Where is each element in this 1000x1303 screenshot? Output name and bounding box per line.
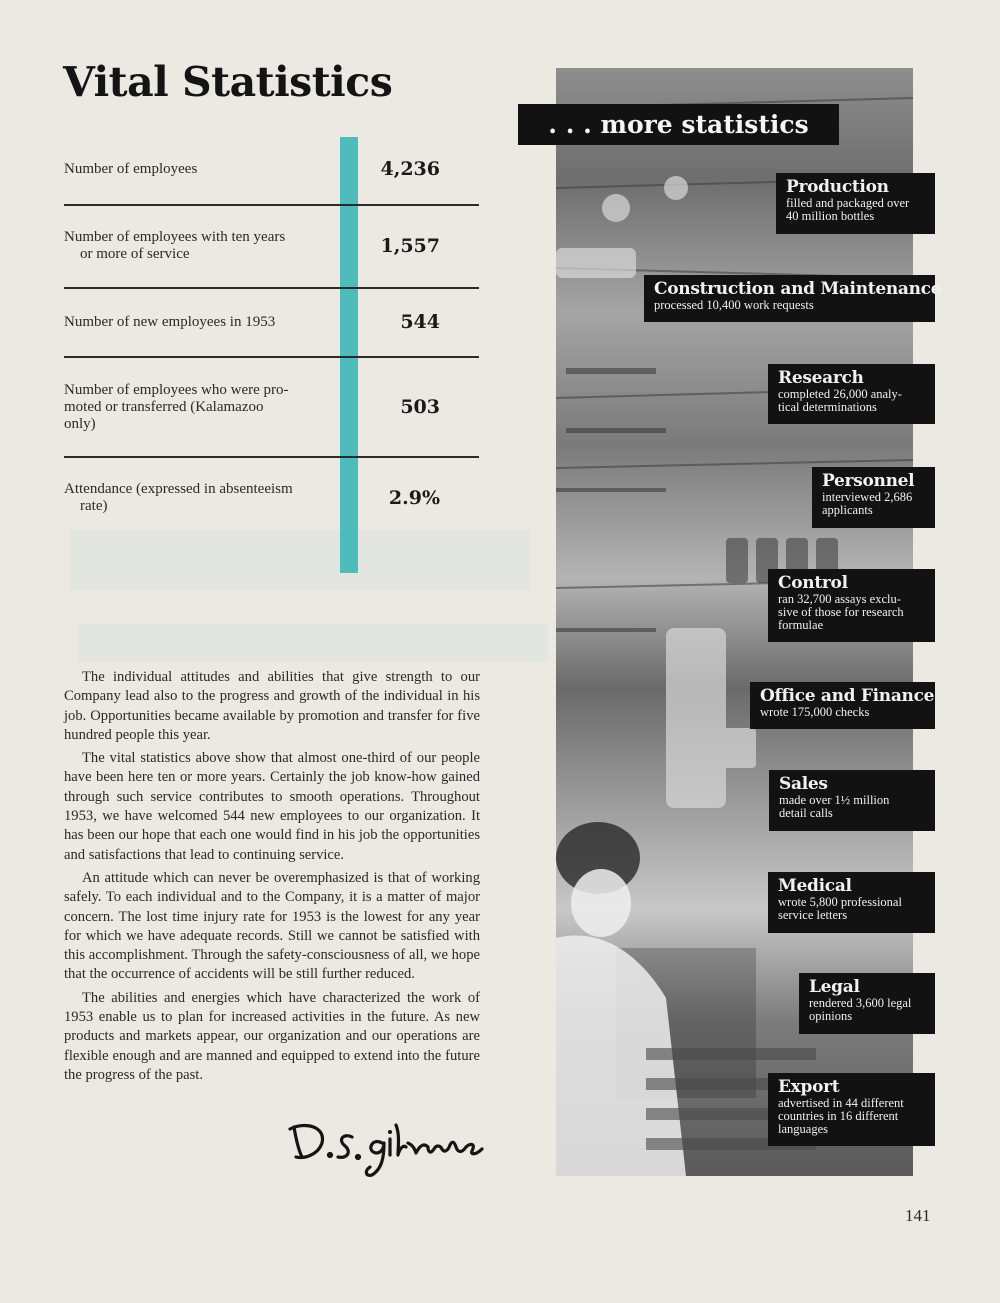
stat-row-ten-years (64, 228, 479, 264)
page-number: 141 (905, 1206, 931, 1225)
table-divider (64, 287, 479, 289)
show-through-block (78, 624, 548, 662)
stat-value: 2.9% (388, 487, 440, 509)
dept-panel-personnel (812, 467, 935, 528)
dept-detail-line: advertised in 44 different (778, 1096, 904, 1110)
dept-detail (809, 997, 927, 1023)
dept-detail (778, 1097, 927, 1136)
dept-panel-research (768, 364, 935, 424)
dept-panel-sales (769, 770, 935, 831)
page-title: Vital Statistics (63, 58, 393, 106)
dept-detail (778, 388, 927, 414)
show-through-block (70, 530, 530, 590)
dept-detail (654, 299, 927, 312)
dept-name: Control (778, 573, 848, 593)
dept-detail-line: ran 32,700 assays exclu- (778, 592, 901, 606)
more-statistics-banner: . . . more statistics (518, 104, 839, 145)
dept-name: Production (786, 177, 889, 197)
stat-label (64, 481, 322, 515)
dept-detail-line: formulae (778, 618, 824, 632)
signature (286, 1117, 486, 1179)
dept-detail (786, 197, 927, 223)
stat-label: Number of new employees in 1953 (64, 313, 276, 330)
stat-label-line: Number of employees with ten years (64, 229, 286, 245)
dept-detail-line: sive of those for research (778, 605, 904, 619)
dept-name: Sales (779, 774, 828, 794)
dept-detail-line: applicants (822, 503, 873, 517)
stat-value: 4,236 (380, 158, 440, 180)
dept-panel-office-finance (750, 682, 935, 729)
dept-detail-line: completed 26,000 analy- (778, 387, 902, 401)
dept-panel-legal (799, 973, 935, 1034)
dept-panel-export (768, 1073, 935, 1146)
dept-name: Export (778, 1077, 840, 1097)
stat-label-line: Number of employees who were pro- (64, 381, 289, 398)
stat-value: 1,557 (380, 235, 440, 257)
stat-value: 503 (400, 396, 440, 418)
body-text (64, 668, 480, 1089)
dept-detail-line: wrote 175,000 checks (760, 705, 870, 719)
stat-label-line: or more of service (80, 246, 190, 262)
stat-label-line: moted or transferred (Kalamazoo (64, 398, 264, 415)
body-paragraph: The individual attitudes and abilities that give strength to our Company lead also to the progress and growth of the individual in his job. Opportunities became available by promotion and transfer for five hundred people this year. (64, 669, 480, 743)
dept-name: Legal (809, 977, 860, 997)
body-paragraph: An attitude which can never be overemphasized is that of working safely. To each individual and to the Company, it is a matter of major concern. The lost time injury rate for 1953 is the lowest for any year for which we have adequate records. Still we cannot be satisfied with this accomplishment. Through the safety-consciousness of all, we hope that the occurrence of accidents will be still further reduced. (64, 869, 480, 983)
stat-label: Number of employees (64, 160, 198, 177)
dept-panel-medical (768, 872, 935, 933)
stat-row-employees (64, 158, 479, 180)
dept-detail-line: countries in 16 different (778, 1109, 899, 1123)
stat-label (64, 382, 322, 433)
dept-detail (778, 593, 927, 632)
dept-name: Construction and Maintenance (654, 279, 942, 299)
stat-label (64, 229, 322, 263)
dept-detail-line: opinions (809, 1009, 853, 1023)
dept-detail (779, 794, 927, 820)
dept-detail-line: detail calls (779, 806, 833, 820)
stat-row-new-employees (64, 311, 479, 333)
show-through-artifact (30, 88, 54, 163)
dept-detail-line: interviewed 2,686 (822, 490, 913, 504)
stat-label-line: only) (64, 415, 96, 432)
dept-detail (778, 896, 927, 922)
dept-detail-line: service letters (778, 908, 848, 922)
stat-row-promoted (64, 380, 479, 434)
dept-detail-line: processed 10,400 work requests (654, 298, 814, 312)
table-divider (64, 204, 479, 206)
stat-value: 544 (400, 311, 440, 333)
body-paragraph: The abilities and energies which have characterized the work of 1953 enable us to plan for increased activities in the future. As new products and markets appear, our organization and our operations are flexible enough and are manned and equipped to extend into the future the progress of the past. (64, 989, 480, 1083)
stat-row-attendance (64, 480, 479, 516)
table-divider (64, 356, 479, 358)
dept-panel-construction-maintenance (644, 275, 942, 322)
dept-detail (760, 706, 927, 719)
stat-label-line: Attendance (expressed in absenteeism (64, 481, 293, 497)
dept-panel-production (776, 173, 935, 234)
dept-detail-line: filled and packaged over (786, 196, 910, 210)
dept-name: Personnel (822, 471, 915, 491)
table-divider (64, 456, 479, 458)
body-paragraph: The vital statistics above show that almost one-third of our people have been here ten or more years. Certainly the job know-how gained through such service contributes to smooth operations. Throughout 1953, we have welcomed 544 new employees to our organization. It has been our hope that each one would find in his job the opportunities and satisfactions that lead to continuing service. (64, 750, 480, 863)
dept-detail-line: made over 1½ million (779, 793, 890, 807)
dept-detail-line: wrote 5,800 professional (778, 895, 902, 909)
dept-name: Research (778, 368, 864, 388)
dept-detail-line: 40 million bottles (786, 209, 875, 223)
dept-name: Medical (778, 876, 852, 896)
dept-detail (822, 491, 927, 517)
dept-name: Office and Finance (760, 686, 935, 706)
stat-label-line: rate) (80, 498, 108, 514)
dept-detail-line: rendered 3,600 legal (809, 996, 912, 1010)
dept-detail-line: tical determinations (778, 400, 877, 414)
dept-detail-line: languages (778, 1122, 828, 1136)
dept-panel-control (768, 569, 935, 642)
